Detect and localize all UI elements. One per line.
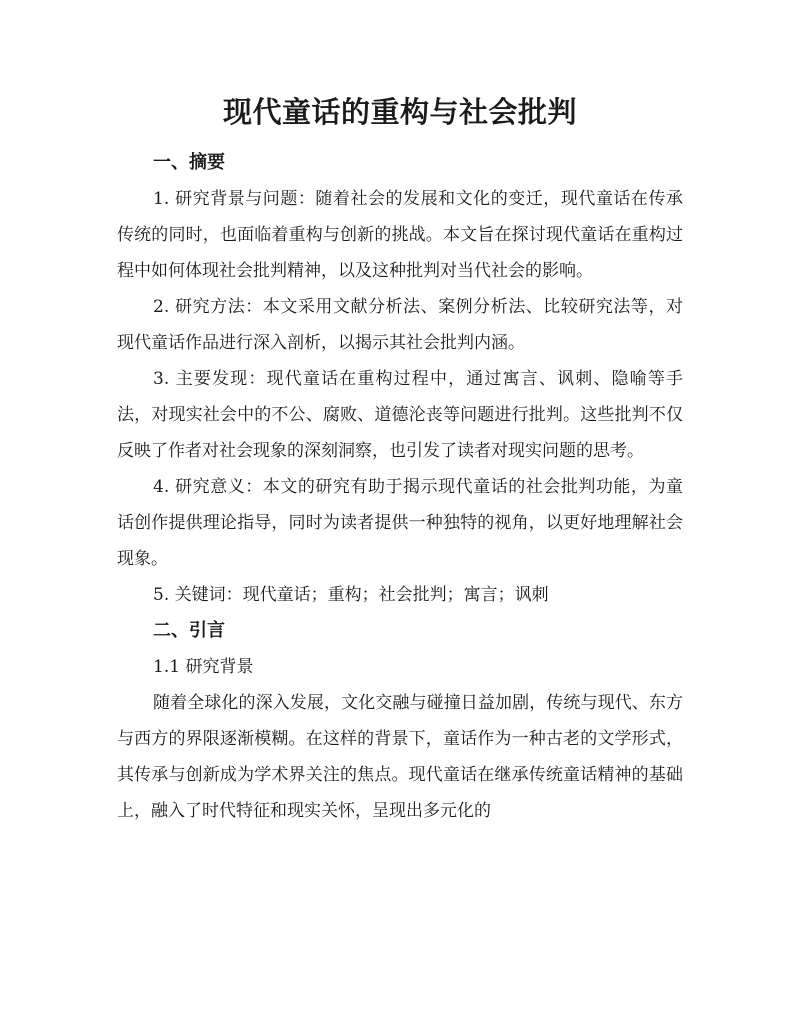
document-body <box>117 145 683 829</box>
subsection-heading-background: 1.1 研究背景 <box>153 657 254 677</box>
abstract-item-keywords: 5. 关键词：现代童话；重构；社会批判；寓言；讽刺 <box>153 585 549 605</box>
document-title: 现代童话的重构与社会批判 <box>222 95 577 129</box>
abstract-item-significance: 4. 研究意义：本文的研究有助于揭示现代童话的社会批判功能，为童话创作提供理论指导，同时为读者提供一种独特的视角，以更好地理解社会现象。 <box>117 477 683 569</box>
abstract-item-findings: 3. 主要发现：现代童话在重构过程中，通过寓言、讽刺、隐喻等手法，对现实社会中的不公、腐败、道德沦丧等问题进行批判。这些批判不仅反映了作者对社会现象的深刻洞察，也引发了读者对现实问题的思考。 <box>117 369 683 461</box>
introduction-paragraph: 随着全球化的深入发展，文化交融与碰撞日益加剧，传统与现代、东方与西方的界限逐渐模糊。在这样的背景下，童话作为一种古老的文学形式，其传承与创新成为学术界关注的焦点。现代童话在继承传统童话精神的基础上，融入了时代特征和现实关怀，呈现出多元化的 <box>117 693 683 821</box>
section-heading-introduction: 二、引言 <box>153 620 225 641</box>
abstract-item-background: 1. 研究背景与问题：随着社会的发展和文化的变迁，现代童话在传承传统的同时，也面临着重构与创新的挑战。本文旨在探讨现代童话在重构过程中如何体现社会批判精神，以及这种批判对当代社会的影响。 <box>117 189 683 281</box>
abstract-item-methods: 2. 研究方法：本文采用文献分析法、案例分析法、比较研究法等，对现代童话作品进行深入剖析，以揭示其社会批判内涵。 <box>117 297 683 353</box>
section-heading-abstract: 一、摘要 <box>153 152 225 173</box>
